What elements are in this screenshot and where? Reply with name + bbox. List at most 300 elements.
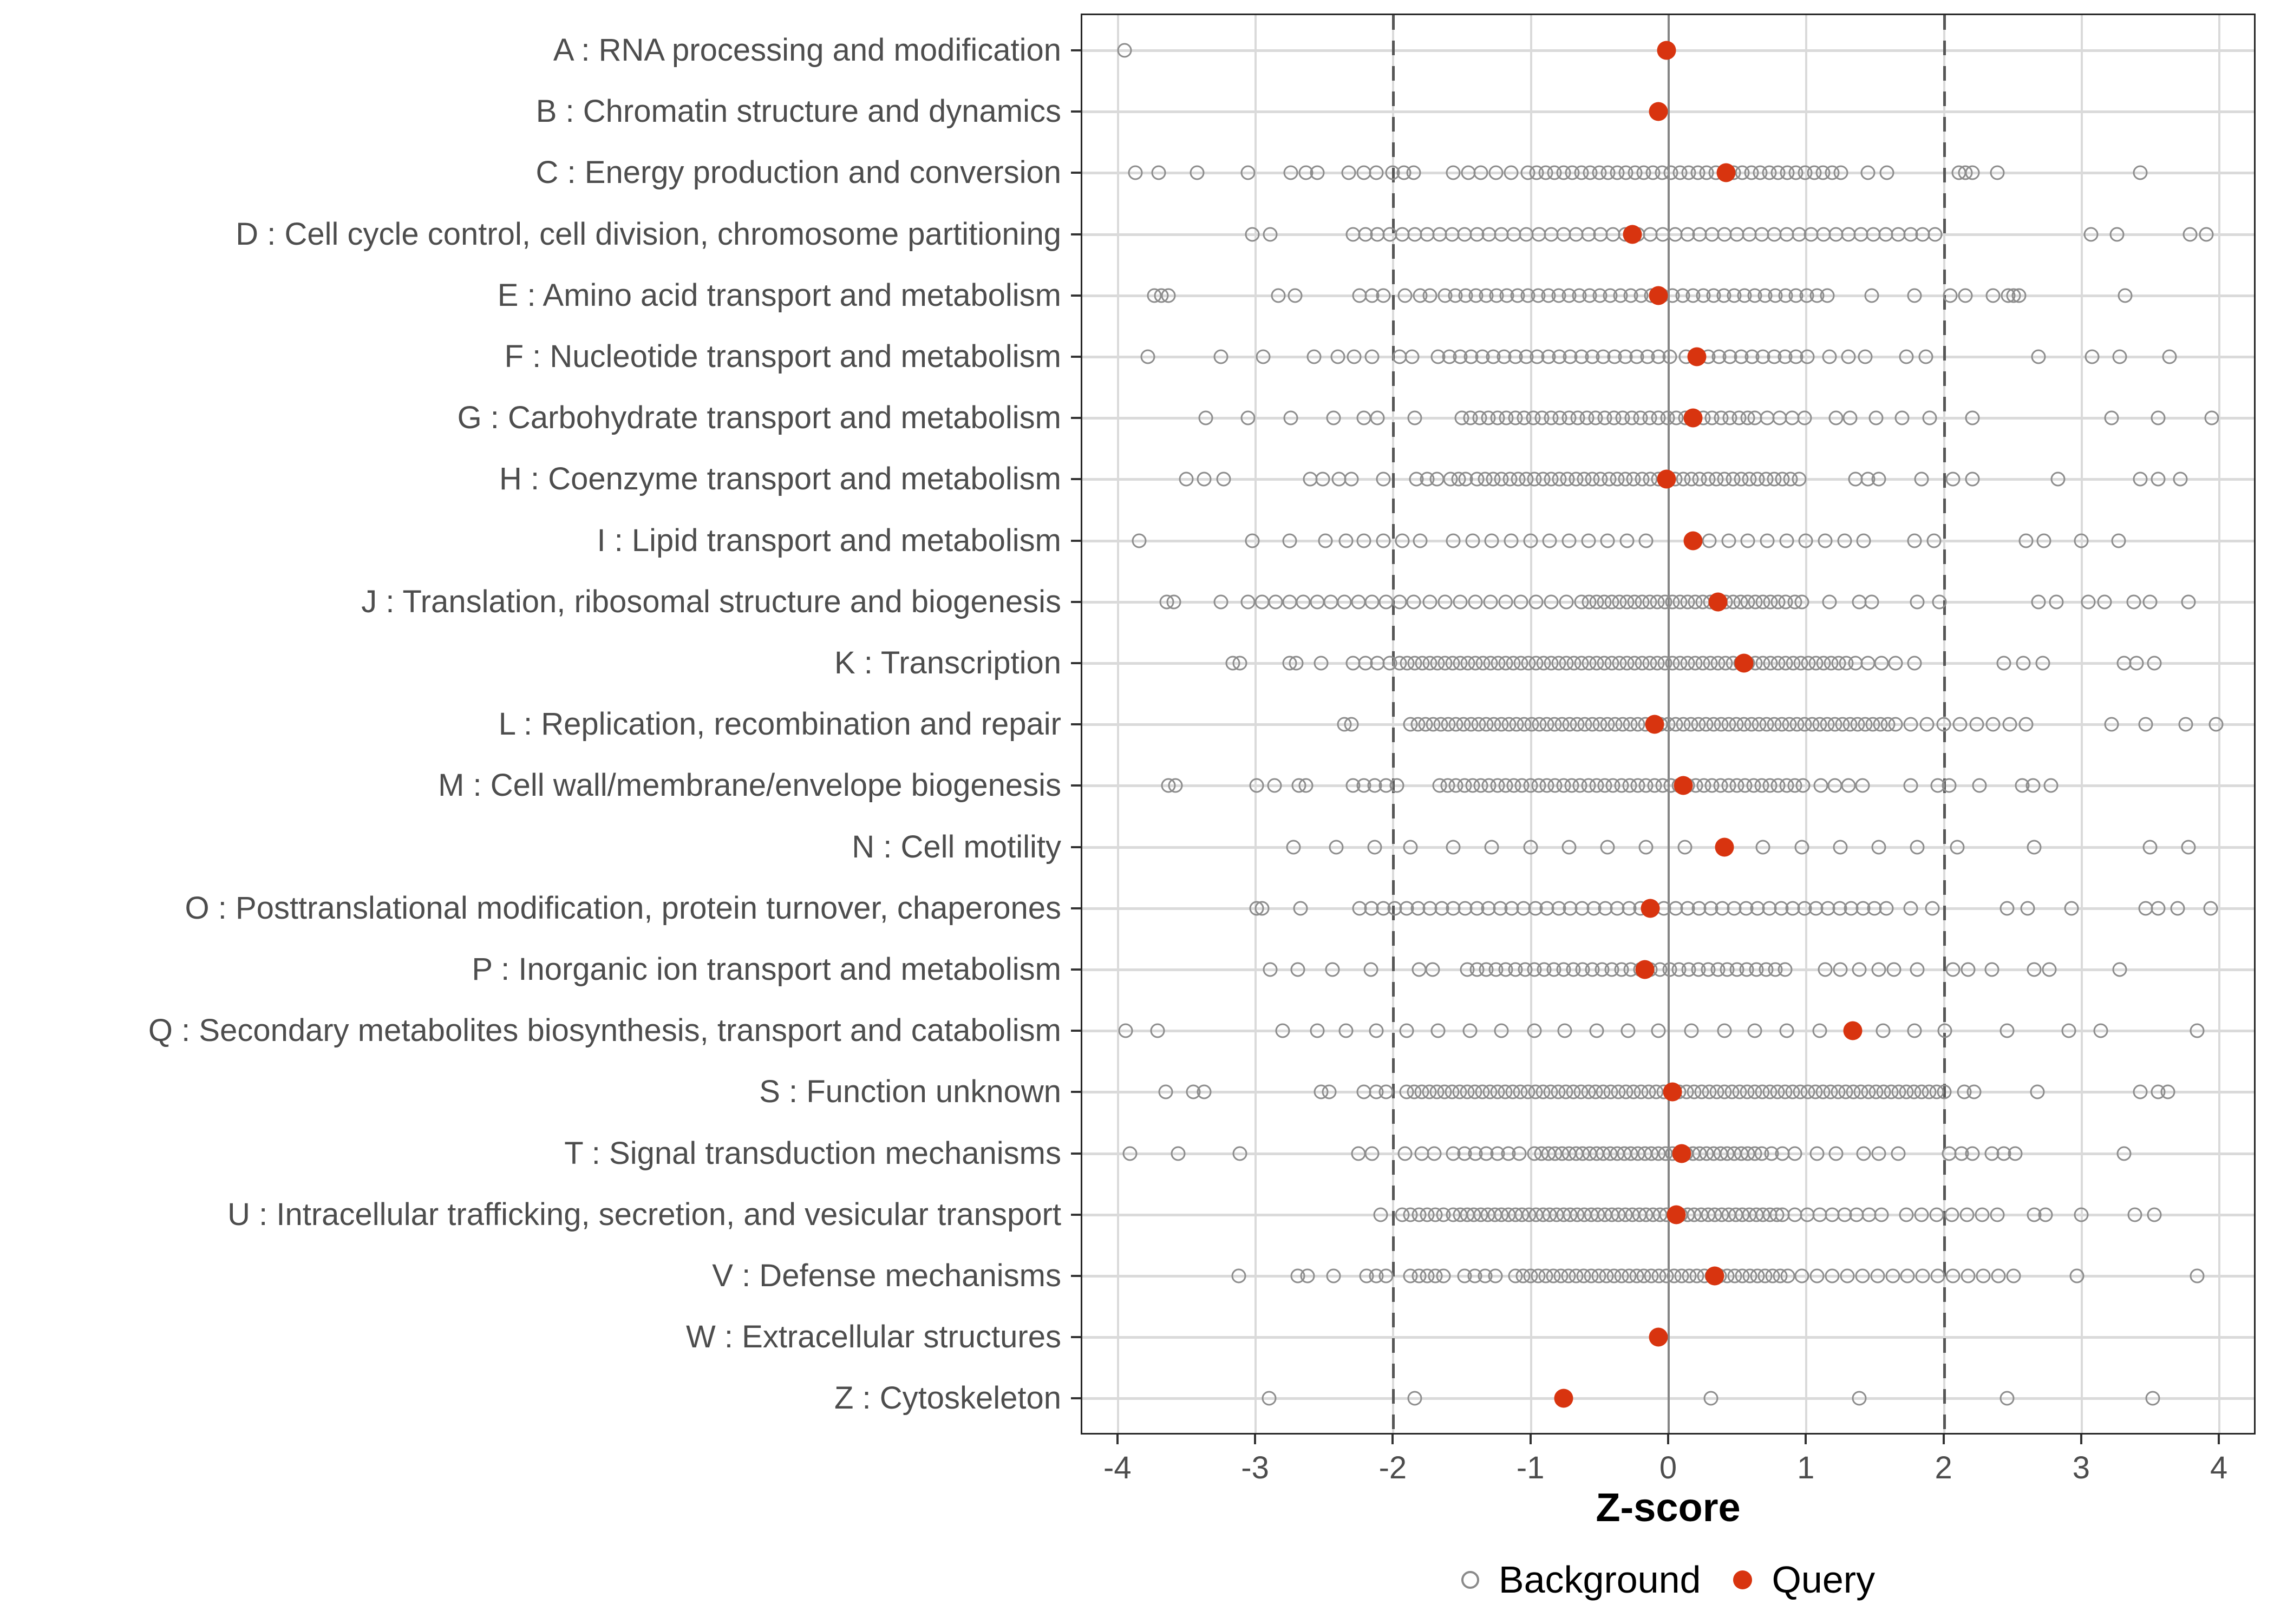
x-axis-tick-label-2: 2	[1935, 1450, 1952, 1485]
background-point	[1179, 472, 1193, 487]
background-point	[1865, 594, 1879, 609]
background-point	[2104, 717, 2119, 732]
y-axis-label-Q: Q : Secondary metabolites biosynthesis, transport and catabolism	[148, 1013, 1061, 1049]
background-point	[1976, 1269, 1991, 1284]
background-point	[1818, 962, 1832, 977]
background-point	[1972, 778, 1987, 793]
background-point	[1923, 411, 1937, 425]
background-point	[1527, 1024, 1542, 1038]
background-point	[1132, 533, 1147, 548]
query-point	[1645, 715, 1664, 734]
background-point	[1589, 1024, 1604, 1038]
background-point	[1498, 594, 1513, 609]
background-point	[1446, 840, 1461, 854]
background-point	[1779, 1024, 1794, 1038]
background-point	[1315, 472, 1330, 487]
y-axis-label-U: U : Intracellular trafficking, secretion, and vesicular transport	[227, 1196, 1061, 1232]
background-point	[1314, 656, 1329, 671]
background-point	[1840, 1269, 1854, 1284]
background-point	[1288, 288, 1302, 303]
background-point	[1600, 840, 1615, 854]
background-point	[1872, 472, 1886, 487]
background-point	[1262, 1391, 1276, 1406]
background-point	[1408, 1391, 1422, 1406]
query-point	[1672, 1144, 1691, 1163]
background-point	[2025, 778, 2040, 793]
background-point	[1468, 594, 1482, 609]
background-point	[1903, 717, 1918, 732]
background-point	[2035, 656, 2050, 671]
background-point	[2181, 840, 2196, 854]
background-point	[1399, 1024, 1414, 1038]
query-point	[1649, 102, 1668, 121]
background-point	[1559, 594, 1573, 609]
background-point	[2062, 1024, 2076, 1038]
background-point	[1887, 962, 1901, 977]
background-point	[1942, 778, 1956, 793]
background-point	[1809, 1269, 1824, 1284]
background-point	[1318, 533, 1332, 548]
y-axis-label-Z: Z : Cytoskeleton	[834, 1380, 1061, 1416]
y-axis-tick-E	[1071, 294, 1081, 297]
background-point	[2181, 594, 2196, 609]
background-point	[1814, 778, 1828, 793]
background-point	[1398, 288, 1413, 303]
background-point	[1958, 288, 1973, 303]
background-point	[1485, 533, 1499, 548]
background-point	[1999, 901, 2014, 915]
background-point	[1920, 717, 1935, 732]
y-axis-label-P: P : Inorganic ion transport and metabolism	[472, 952, 1061, 987]
background-point	[1872, 1146, 1886, 1161]
background-point	[2162, 350, 2177, 364]
background-point	[1781, 1269, 1795, 1284]
background-point	[1275, 1024, 1290, 1038]
background-point	[2031, 350, 2046, 364]
background-point	[2147, 1207, 2161, 1222]
background-point	[1997, 656, 2011, 671]
background-point	[1809, 1146, 1824, 1161]
x-axis-tick-label--2: -2	[1378, 1450, 1407, 1485]
background-point	[1914, 1207, 1929, 1222]
x-axis-tick-label--3: -3	[1241, 1450, 1269, 1485]
background-point	[1860, 166, 1875, 180]
background-point	[2133, 166, 2148, 180]
background-point	[1373, 1207, 1388, 1222]
background-point	[2074, 1207, 2088, 1222]
background-point	[1403, 840, 1418, 854]
background-point	[1936, 717, 1951, 732]
y-axis-label-G: G : Carbohydrate transport and metabolism	[457, 400, 1061, 436]
background-point	[1485, 840, 1499, 854]
background-point	[1329, 840, 1344, 854]
background-point	[1197, 472, 1212, 487]
background-point	[1925, 901, 1940, 915]
y-axis-label-V: V : Defense mechanisms	[712, 1258, 1061, 1293]
background-point	[1561, 840, 1576, 854]
query-point	[1667, 1205, 1686, 1224]
background-point	[1558, 1024, 1572, 1038]
background-point	[1928, 227, 1943, 241]
background-point	[1833, 840, 1847, 854]
background-point	[1325, 962, 1339, 977]
background-point	[1338, 1024, 1353, 1038]
x-axis-tick-1	[1805, 1435, 1807, 1444]
background-point	[1351, 1146, 1365, 1161]
background-point	[1378, 594, 1393, 609]
background-point	[1827, 778, 1842, 793]
background-point	[2083, 227, 2098, 241]
background-point	[1907, 533, 1922, 548]
background-point	[1233, 656, 1247, 671]
background-point	[2151, 411, 2166, 425]
background-point	[1874, 656, 1889, 671]
background-point	[1684, 1024, 1699, 1038]
background-point	[1918, 350, 1933, 364]
background-point	[1286, 840, 1301, 854]
background-point	[1446, 533, 1461, 548]
background-point	[1528, 594, 1543, 609]
background-point	[1376, 472, 1390, 487]
x-axis-tick-label--4: -4	[1103, 1450, 1132, 1485]
background-point	[1872, 840, 1886, 854]
background-point	[1427, 1146, 1441, 1161]
background-point	[1489, 166, 1504, 180]
query-point	[1649, 286, 1668, 305]
background-point	[2113, 350, 2127, 364]
y-axis-tick-V	[1071, 1275, 1081, 1277]
background-point	[1910, 840, 1925, 854]
background-point	[2020, 901, 2035, 915]
background-point	[2147, 656, 2161, 671]
background-point	[1474, 166, 1488, 180]
background-point	[1946, 962, 1961, 977]
background-point	[1254, 594, 1269, 609]
y-axis-tick-Q	[1071, 1030, 1081, 1032]
background-point	[1822, 350, 1837, 364]
background-point	[1600, 533, 1615, 548]
background-point	[1910, 962, 1925, 977]
background-point	[1365, 594, 1380, 609]
background-point	[1950, 840, 1965, 854]
background-point	[1879, 901, 1894, 915]
background-point	[1327, 1269, 1341, 1284]
background-point	[1271, 288, 1286, 303]
background-point	[1241, 594, 1256, 609]
background-point	[1327, 411, 1341, 425]
background-point	[1342, 166, 1356, 180]
x-axis-tick-label-0: 0	[1659, 1450, 1677, 1485]
background-point	[2179, 717, 2193, 732]
y-axis-label-N: N : Cell motility	[852, 829, 1061, 865]
background-point	[1198, 411, 1213, 425]
background-point	[1267, 778, 1282, 793]
background-point	[2209, 717, 2224, 732]
query-point	[1843, 1021, 1862, 1040]
background-point	[1984, 962, 1999, 977]
background-point	[1413, 533, 1428, 548]
background-point	[1241, 411, 1256, 425]
background-point	[1910, 594, 1925, 609]
y-axis-tick-C	[1071, 172, 1081, 174]
background-point	[1999, 1024, 2014, 1038]
background-point	[1543, 533, 1557, 548]
y-axis-tick-P	[1071, 968, 1081, 971]
y-axis-label-T: T : Signal transduction mechanisms	[564, 1135, 1061, 1171]
background-point	[1959, 1207, 1974, 1222]
background-point	[1818, 533, 1832, 548]
background-point	[2190, 1269, 2204, 1284]
background-point	[1833, 962, 1847, 977]
background-point	[2116, 1146, 2131, 1161]
background-point	[2170, 901, 2185, 915]
background-point	[1885, 1269, 1900, 1284]
y-axis-tick-N	[1071, 846, 1081, 848]
background-point	[1946, 472, 1961, 487]
y-axis-tick-W	[1071, 1336, 1081, 1338]
background-point	[1241, 166, 1256, 180]
background-point	[1799, 533, 1813, 548]
x-axis-tick--3	[1254, 1435, 1256, 1444]
background-point	[1368, 840, 1382, 854]
background-point	[2104, 411, 2119, 425]
background-point	[1990, 166, 2004, 180]
background-point	[1986, 288, 2001, 303]
background-point	[1797, 411, 1812, 425]
background-point	[1907, 1024, 1922, 1038]
y-axis-tick-L	[1071, 723, 1081, 725]
query-point	[1708, 592, 1727, 611]
background-point	[1369, 166, 1383, 180]
x-axis-tick-label-3: 3	[2072, 1450, 2090, 1485]
background-point	[1760, 533, 1775, 548]
background-point	[1876, 1024, 1890, 1038]
background-point	[1748, 1024, 1762, 1038]
query-point	[1683, 409, 1702, 428]
background-point	[1310, 1024, 1324, 1038]
background-point	[1356, 533, 1371, 548]
background-point	[1852, 1391, 1867, 1406]
y-axis-tick-K	[1071, 662, 1081, 664]
background-point	[1899, 350, 1913, 364]
background-point	[1619, 533, 1634, 548]
y-axis-label-J: J : Translation, ribosomal structure and biogenesis	[361, 584, 1061, 619]
background-point	[1429, 472, 1444, 487]
background-point	[1621, 1024, 1636, 1038]
background-point	[1245, 227, 1260, 241]
background-point	[1512, 1146, 1527, 1161]
background-point	[1158, 1085, 1173, 1099]
background-point	[1213, 594, 1228, 609]
background-point	[1462, 1024, 1477, 1038]
legend-query-label: Query	[1772, 1558, 1876, 1601]
background-point	[1874, 1207, 1889, 1222]
background-point	[1754, 1146, 1769, 1161]
background-point	[1167, 594, 1181, 609]
background-point	[1213, 350, 1228, 364]
background-point	[1426, 962, 1440, 977]
background-point	[1800, 350, 1814, 364]
background-point	[1953, 717, 1968, 732]
background-point	[2027, 962, 2042, 977]
background-point	[1702, 533, 1717, 548]
background-point	[1405, 350, 1420, 364]
background-point	[1323, 594, 1338, 609]
x-axis-tick-2	[1943, 1435, 1945, 1444]
background-point	[1284, 411, 1298, 425]
background-point	[1888, 656, 1903, 671]
query-point	[1734, 654, 1753, 673]
background-point	[1122, 1146, 1137, 1161]
background-point	[1395, 533, 1410, 548]
background-point	[1293, 901, 1308, 915]
background-point	[1330, 350, 1345, 364]
background-point	[1263, 227, 1278, 241]
background-point	[1946, 1269, 1961, 1284]
background-point	[2049, 594, 2064, 609]
background-point	[2139, 717, 2153, 732]
background-point	[1969, 717, 1984, 732]
y-axis-tick-M	[1071, 784, 1081, 787]
background-point	[2143, 840, 2158, 854]
background-point	[1412, 962, 1426, 977]
background-point	[1986, 717, 2001, 732]
background-point	[1999, 1391, 2014, 1406]
background-point	[1961, 962, 1976, 977]
background-point	[1796, 778, 1811, 793]
background-point	[1256, 350, 1271, 364]
background-point	[1436, 1269, 1451, 1284]
background-point	[1216, 472, 1231, 487]
query-point	[1663, 1083, 1682, 1102]
background-point	[1937, 1085, 1951, 1099]
y-axis-tick-F	[1071, 356, 1081, 358]
background-point	[1891, 1146, 1905, 1161]
background-point	[1378, 1269, 1393, 1284]
background-point	[2016, 656, 2031, 671]
background-point	[1171, 1146, 1185, 1161]
background-point	[2012, 288, 2027, 303]
legend-background-circle-icon	[1461, 1571, 1479, 1589]
y-axis-tick-D	[1071, 233, 1081, 235]
background-point	[2031, 594, 2046, 609]
background-point	[1895, 411, 1910, 425]
y-axis-tick-U	[1071, 1214, 1081, 1216]
background-point	[2019, 717, 2034, 732]
background-point	[1639, 840, 1654, 854]
background-point	[2093, 1024, 2108, 1038]
background-point	[1820, 288, 1834, 303]
background-point	[2128, 1207, 2142, 1222]
background-point	[1899, 1207, 1913, 1222]
background-point	[1338, 533, 1353, 548]
background-point	[1369, 1024, 1383, 1038]
background-point	[1865, 288, 1879, 303]
background-point	[1778, 962, 1793, 977]
y-axis-label-W: W : Extracellular structures	[686, 1319, 1061, 1355]
background-point	[2038, 1207, 2053, 1222]
background-point	[1842, 411, 1857, 425]
background-point	[1233, 1146, 1247, 1161]
background-point	[1829, 411, 1844, 425]
background-point	[2151, 472, 2166, 487]
background-point	[1966, 1085, 1981, 1099]
query-point	[1554, 1389, 1573, 1408]
background-point	[1245, 533, 1260, 548]
background-point	[1944, 1207, 1959, 1222]
y-axis-tick-B	[1071, 110, 1081, 113]
y-axis-label-C: C : Energy production and conversion	[535, 155, 1061, 191]
background-point	[2205, 411, 2219, 425]
background-point	[2070, 1269, 2084, 1284]
background-point	[1544, 594, 1558, 609]
background-point	[1390, 778, 1404, 793]
background-point	[1965, 472, 1980, 487]
background-point	[1119, 1024, 1133, 1038]
background-point	[1822, 594, 1837, 609]
background-point	[1990, 1207, 2004, 1222]
x-axis-tick-4	[2218, 1435, 2220, 1444]
background-point	[1523, 533, 1538, 548]
background-point	[1741, 533, 1755, 548]
y-axis-label-E: E : Amino acid transport and metabolism	[497, 277, 1061, 313]
background-point	[1307, 350, 1322, 364]
background-point	[1991, 1269, 2006, 1284]
background-point	[1841, 350, 1856, 364]
background-point	[1453, 594, 1468, 609]
background-point	[1872, 962, 1886, 977]
background-point	[1965, 166, 1980, 180]
background-point	[1677, 840, 1692, 854]
x-axis-title: Z-score	[1596, 1485, 1741, 1530]
background-point	[2203, 901, 2218, 915]
background-point	[1829, 1146, 1844, 1161]
background-point	[1581, 533, 1596, 548]
y-axis-label-I: I : Lipid transport and metabolism	[597, 522, 1061, 558]
plot-panel	[1081, 14, 2256, 1435]
background-point	[1269, 594, 1283, 609]
background-point	[1363, 962, 1378, 977]
background-point	[1880, 166, 1894, 180]
background-point	[2110, 227, 2125, 241]
background-point	[1703, 1391, 1718, 1406]
background-point	[2064, 901, 2079, 915]
background-point	[1837, 533, 1852, 548]
x-axis-tick-label--1: -1	[1516, 1450, 1545, 1485]
background-point	[2097, 594, 2112, 609]
background-point	[1356, 411, 1371, 425]
background-point	[1834, 166, 1848, 180]
gridline-x--4	[1117, 15, 1119, 1433]
background-point	[1150, 1024, 1165, 1038]
background-point	[1513, 594, 1528, 609]
background-point	[1561, 533, 1576, 548]
background-point	[2161, 1085, 2175, 1099]
background-point	[2027, 840, 2042, 854]
background-point	[2146, 1391, 2160, 1406]
background-point	[1794, 840, 1809, 854]
background-point	[1943, 288, 1958, 303]
background-point	[1852, 962, 1867, 977]
background-point	[1839, 656, 1854, 671]
background-point	[2143, 594, 2158, 609]
x-axis-tick--2	[1391, 1435, 1394, 1444]
x-axis-tick-0	[1667, 1435, 1669, 1444]
background-point	[2019, 533, 2034, 548]
query-point	[1657, 470, 1676, 489]
background-point	[2113, 962, 2127, 977]
background-point	[1965, 411, 1980, 425]
